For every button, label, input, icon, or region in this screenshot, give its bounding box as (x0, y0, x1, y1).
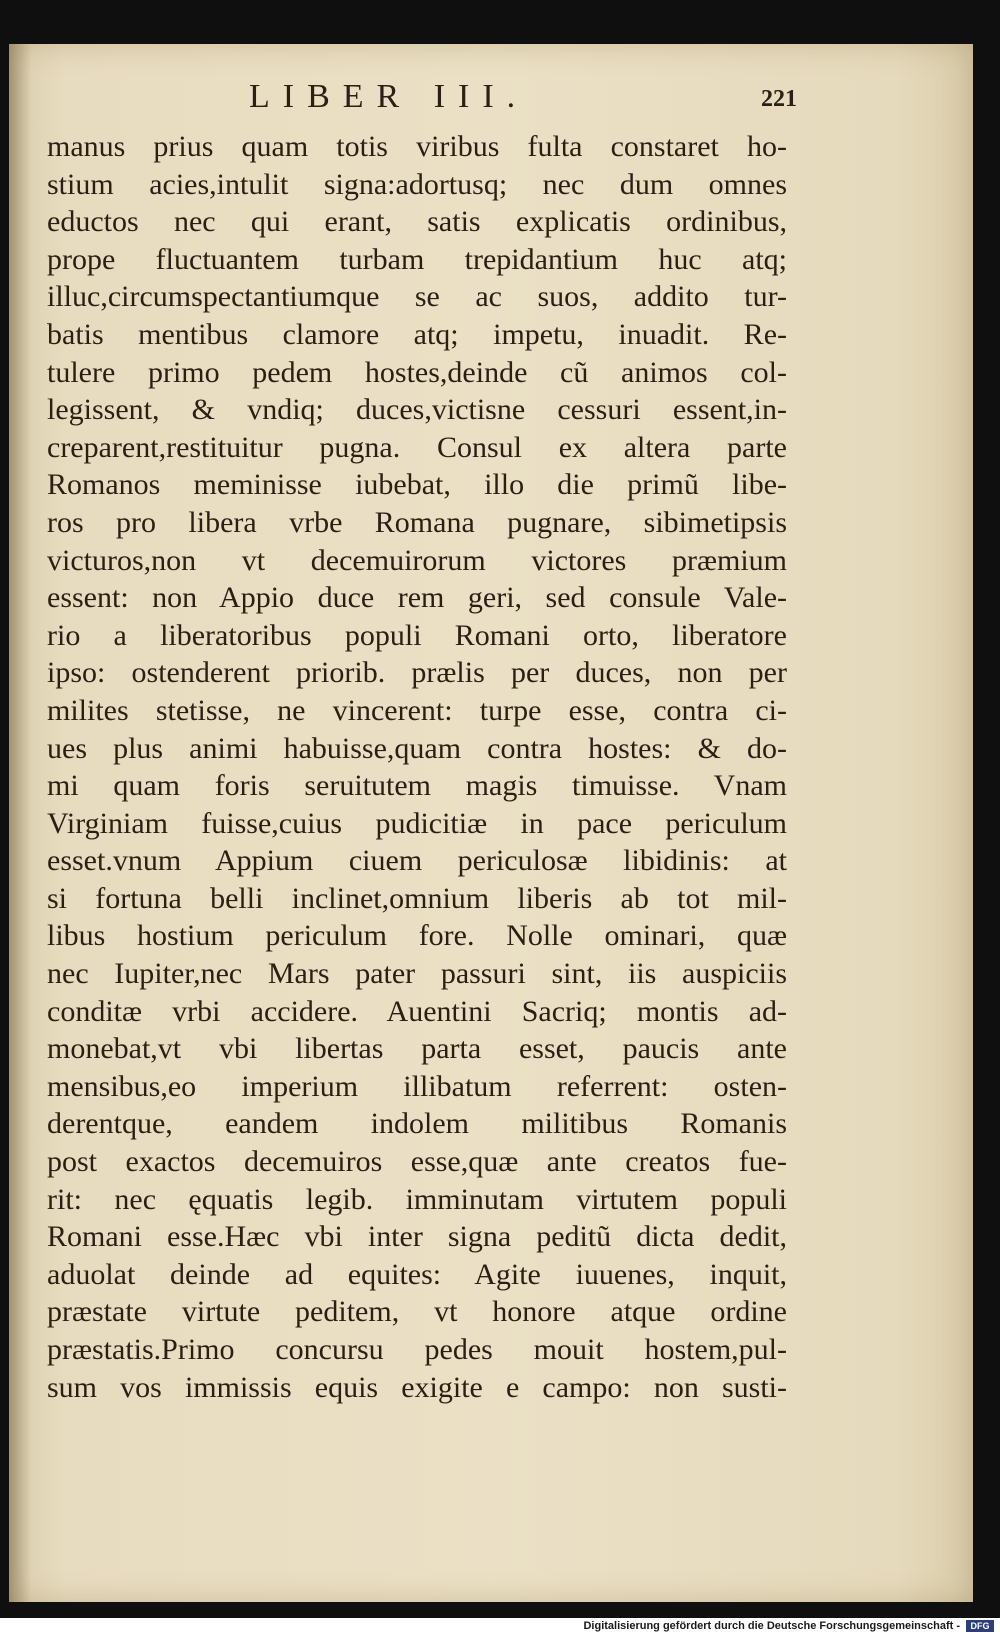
text-line: tulere primo pedem hostes,deinde cũ animos col- (47, 355, 787, 389)
text-line: Romani esse.Hæc vbi inter signa peditũ dicta dedit, (47, 1220, 787, 1254)
text-line: Virginiam fuisse,cuius pudicitiæ in pace periculum (47, 806, 787, 840)
text-line: ipso: ostenderent priorib. prælis per duces, non per (47, 656, 787, 690)
text-line: rio a liberatoribus populi Romani orto, liberatore (47, 618, 787, 652)
text-line: prope fluctuantem turbam trepidantium huc atq; (47, 242, 787, 276)
text-line: Romanos meminisse iubebat, illo die primũ libe- (47, 468, 787, 502)
text-line: manus prius quam totis viribus fulta constaret ho- (47, 130, 787, 163)
dfg-logo: DFG (966, 1620, 994, 1632)
spine-shadow (9, 44, 31, 1602)
text-line: præstate virtute peditem, vt honore atque ordine (47, 1295, 787, 1329)
text-line: victuros,non vt decemuirorum victores præmium (47, 543, 787, 577)
text-line: legissent, & vndiq; duces,victisne cessuri essent,in- (47, 393, 787, 427)
text-line: derentque, eandem indolem militibus Romanis (47, 1107, 787, 1141)
page-number: 221 (761, 86, 797, 112)
text-line: rit: nec ęquatis legib. imminutam virtutem populi (47, 1182, 787, 1216)
text-line: milites stetisse, ne vincerent: turpe esse, contra ci- (47, 693, 787, 727)
text-line: sum vos immissis equis exigite e campo: non susti- (47, 1370, 787, 1404)
text-line: ros pro libera vrbe Romana pugnare, sibimetipsis (47, 505, 787, 539)
text-line: mensibus,eo imperium illibatum referrent: osten- (47, 1069, 787, 1103)
text-line: illuc,circumspectantiumque se ac suos, addito tur- (47, 280, 787, 314)
footer-bar (0, 1618, 1000, 1634)
body-text (47, 128, 787, 1406)
text-line: esset.vnum Appium ciuem periculosæ libidinis: at (47, 844, 787, 878)
book-page (9, 44, 973, 1602)
text-line: essent: non Appio duce rem geri, sed consule Vale- (47, 581, 787, 615)
text-line: monebat,vt vbi libertas parta esset, paucis ante (47, 1032, 787, 1066)
text-line: conditæ vrbi accidere. Auentini Sacriq; montis ad- (47, 994, 787, 1028)
text-line: si fortuna belli inclinet,omnium liberis ab tot mil- (47, 881, 787, 915)
funding-credit: Digitalisierung gefördert durch die Deutsche Forschungsgemeinschaft - (583, 1620, 960, 1632)
text-line: nec Iupiter,nec Mars pater passuri sint, iis auspiciis (47, 957, 787, 991)
text-line: batis mentibus clamore atq; impetu, inuadit. Re- (47, 317, 787, 351)
text-line: mi quam foris seruitutem magis timuisse. Vnam (47, 769, 787, 803)
running-head: LIBER III. (249, 78, 529, 115)
text-line: præstatis.Primo concursu pedes mouit hostem,pul- (47, 1333, 787, 1366)
text-line: libus hostium periculum fore. Nolle ominari, quæ (47, 919, 787, 953)
text-line: stium acies,intulit signa:adortusq; nec dum omnes (47, 167, 787, 201)
text-line: creparent,restituitur pugna. Consul ex altera parte (47, 430, 787, 464)
text-line: eductos nec qui erant, satis explicatis ordinibus, (47, 205, 787, 239)
text-line: post exactos decemuiros esse,quæ ante creatos fue- (47, 1145, 787, 1179)
text-line: aduolat deinde ad equites: Agite iuuenes, inquit, (47, 1257, 787, 1291)
text-line: ues plus animi habuisse,quam contra hostes: & do- (47, 731, 787, 765)
